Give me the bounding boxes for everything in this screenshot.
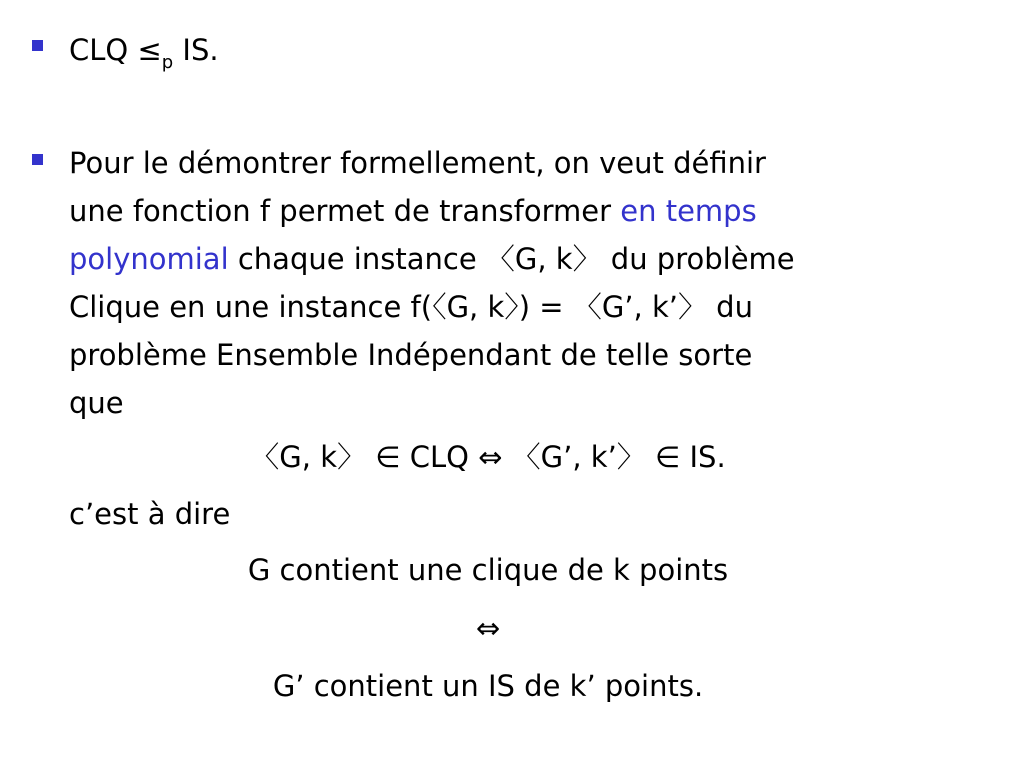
bullet-square-icon	[32, 154, 43, 165]
highlight-en-temps: en temps	[620, 194, 757, 228]
iff-symbol: ⇔	[475, 611, 501, 645]
paragraph-line-2	[69, 187, 795, 235]
bullet-item-2	[32, 139, 962, 427]
bullet-item-1	[32, 26, 962, 79]
bullet-square-icon	[32, 40, 43, 51]
bullet-1-subscript: p	[161, 52, 174, 73]
is-statement: G’ contient un IS de k’ points.	[272, 669, 704, 703]
paragraph-line-3	[69, 235, 795, 283]
clique-statement: G contient une clique de k points	[247, 553, 729, 587]
bullet-1-is: IS.	[173, 33, 219, 67]
cest-a-dire-text: c’est à dire	[69, 497, 231, 531]
bullet-2-paragraph	[69, 139, 795, 427]
paragraph-line-3-text: chaque instance 〈G, k〉 du problème	[228, 242, 795, 276]
paragraph-line-6: que	[69, 386, 124, 420]
paragraph-line-1: Pour le démontrer formellement, on veut définir	[69, 146, 766, 180]
equivalence-formula: 〈G, k〉 ∈ CLQ ⇔ 〈G’, k’〉 ∈ IS.	[250, 440, 726, 474]
paragraph-line-4: Clique en une instance f(〈G, k〉) = 〈G’, k’〉 du	[69, 290, 753, 324]
bullet-1-text	[69, 26, 219, 79]
bullet-1-clq: CLQ	[69, 33, 138, 67]
paragraph-line-2-text: une fonction f permet de transformer	[69, 194, 621, 228]
paragraph-line-5: problème Ensemble Indépendant de telle sorte	[69, 338, 753, 372]
bullet-1-leq-symbol: ≤	[137, 33, 162, 67]
highlight-polynomial: polynomial	[69, 242, 229, 276]
